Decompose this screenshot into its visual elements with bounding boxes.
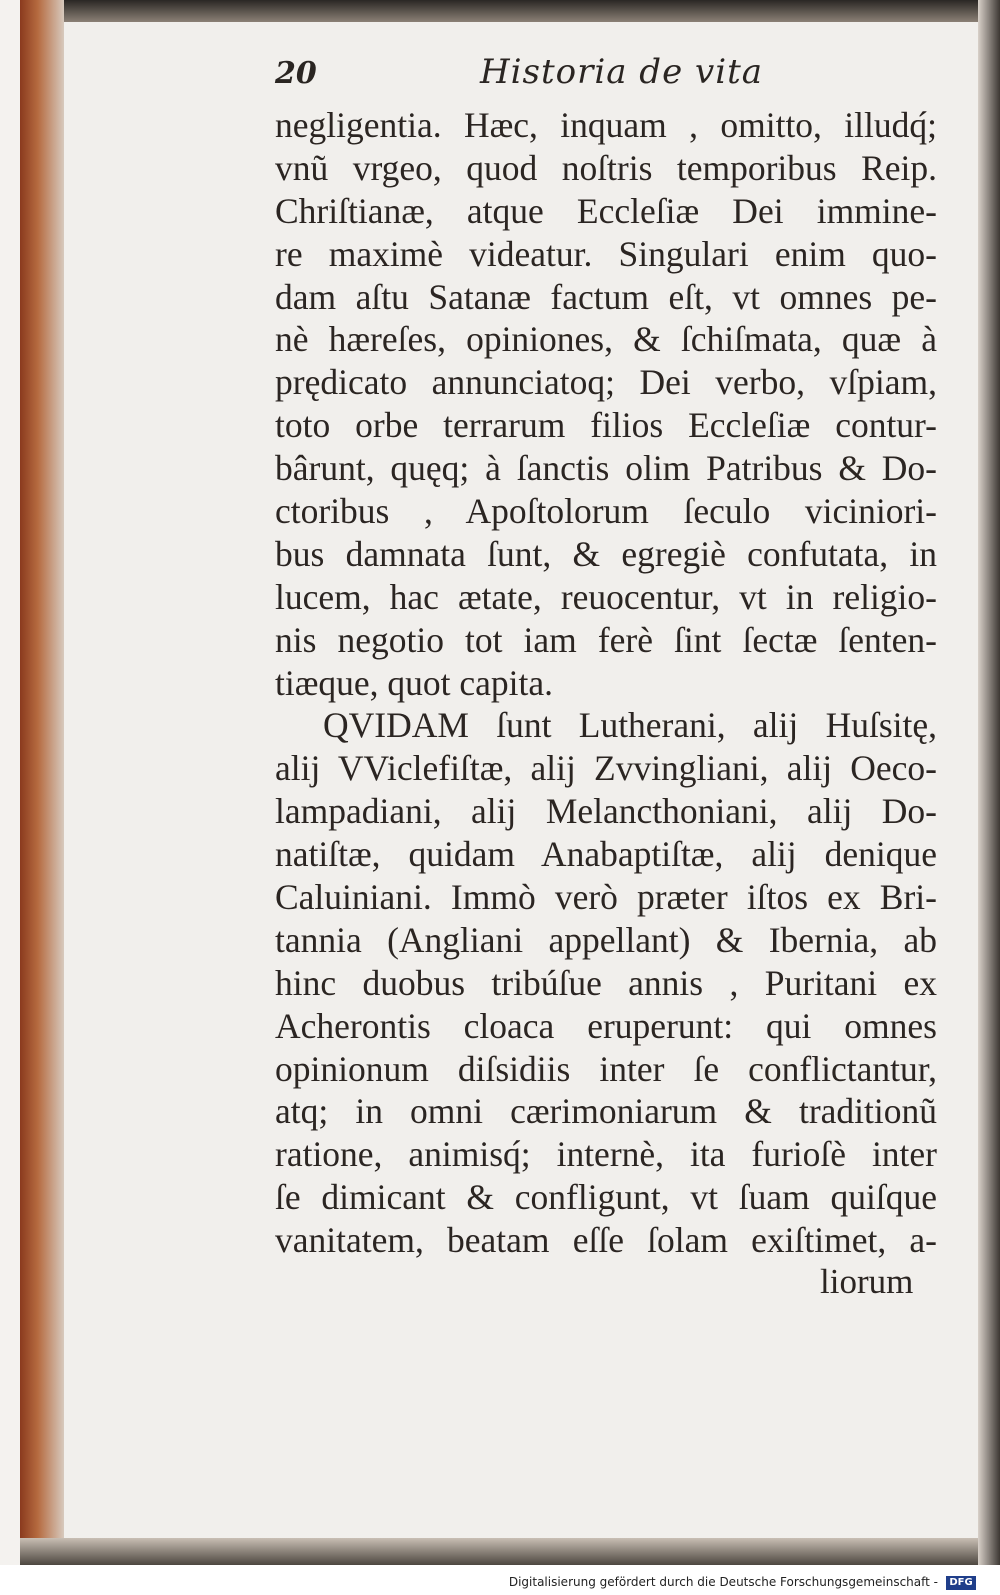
- book-edge-right: [978, 0, 1000, 1565]
- text-line: atq; in omni cærimoniarum & traditionũ: [275, 1091, 937, 1132]
- text-line: dam aſtu Satanæ factum eſt, vt omnes pe-: [275, 276, 937, 317]
- text-line: QVIDAM ſunt Lutherani, alij Huſsitę,: [323, 705, 937, 746]
- text-line: alij VViclefiſtæ, alij Zvvingliani, alij Oeco-: [275, 748, 937, 789]
- text-line: bus damnata ſunt, & egregiè confutata, in: [275, 533, 937, 574]
- dfg-logo: DFG: [946, 1576, 976, 1590]
- text-line: hinc duobus tribúſue annis , Puritani ex: [275, 962, 937, 1003]
- text-line: nis negotio tot iam ferè ſint ſectæ ſenten-: [275, 619, 937, 660]
- book-edge-top: [20, 0, 1000, 22]
- book-edge-left: [20, 0, 64, 1565]
- page-number: 20: [275, 56, 317, 91]
- text-line: vnũ vrgeo, quod noſtris temporibus Reip.: [275, 147, 937, 188]
- text-line: re maximè videatur. Singulari enim quo-: [275, 233, 937, 274]
- text-line: tannia (Angliani appellant) & Ibernia, ab: [275, 919, 937, 960]
- text-line: negligentia. Hæc, inquam , omitto, illudq́;: [275, 105, 937, 145]
- text-line: ratione, animisq́; internè, ita furioſè inter: [275, 1134, 937, 1175]
- text-line: toto orbe terrarum filios Eccleſiæ contur-: [275, 405, 937, 446]
- text-line: ſe dimicant & confligunt, vt ſuam quiſque: [275, 1177, 937, 1218]
- text-line: lampadiani, alij Melancthoniani, alij Do-: [275, 791, 937, 832]
- text-line: prędicato annunciatoq; Dei verbo, vſpiam,: [275, 362, 937, 403]
- text-line: vanitatem, beatam eſſe ſolam exiſtimet, a-: [275, 1220, 937, 1261]
- text-line: ctoribus , Apoſtolorum ſeculo viciniori-: [275, 491, 937, 532]
- text-line: bârunt, quęq; à ſanctis olim Patribus & Do-: [275, 448, 937, 489]
- footer-credit: Digitalisierung gefördert durch die Deutsche Forschungsgemeinschaft -: [508, 1575, 938, 1589]
- page-header: [275, 52, 935, 98]
- catchword: liorum: [820, 1262, 914, 1301]
- text-line: Chriſtianæ, atque Eccleſiæ Dei immine-: [275, 190, 937, 231]
- text-line: Acherontis cloaca eruperunt: qui omnes: [275, 1005, 937, 1046]
- text-line: lucem, hac ætate, reuocentur, vt in religio-: [275, 576, 937, 617]
- text-line: natiſtæ, quidam Anabaptiſtæ, alij denique: [275, 834, 937, 875]
- text-line: Caluiniani. Immò verò præter iſtos ex Bri-: [275, 877, 937, 918]
- running-title: Historia de vita: [480, 52, 764, 92]
- text-line: tiæque, quot capita.: [275, 662, 554, 703]
- body-text: [275, 104, 937, 1262]
- text-line: nè hæreſes, opiniones, & ſchiſmata, quæ à: [275, 319, 937, 360]
- book-edge-bottom: [20, 1538, 1000, 1565]
- text-line: opinionum diſsidiis inter ſe conflictantur,: [275, 1048, 937, 1089]
